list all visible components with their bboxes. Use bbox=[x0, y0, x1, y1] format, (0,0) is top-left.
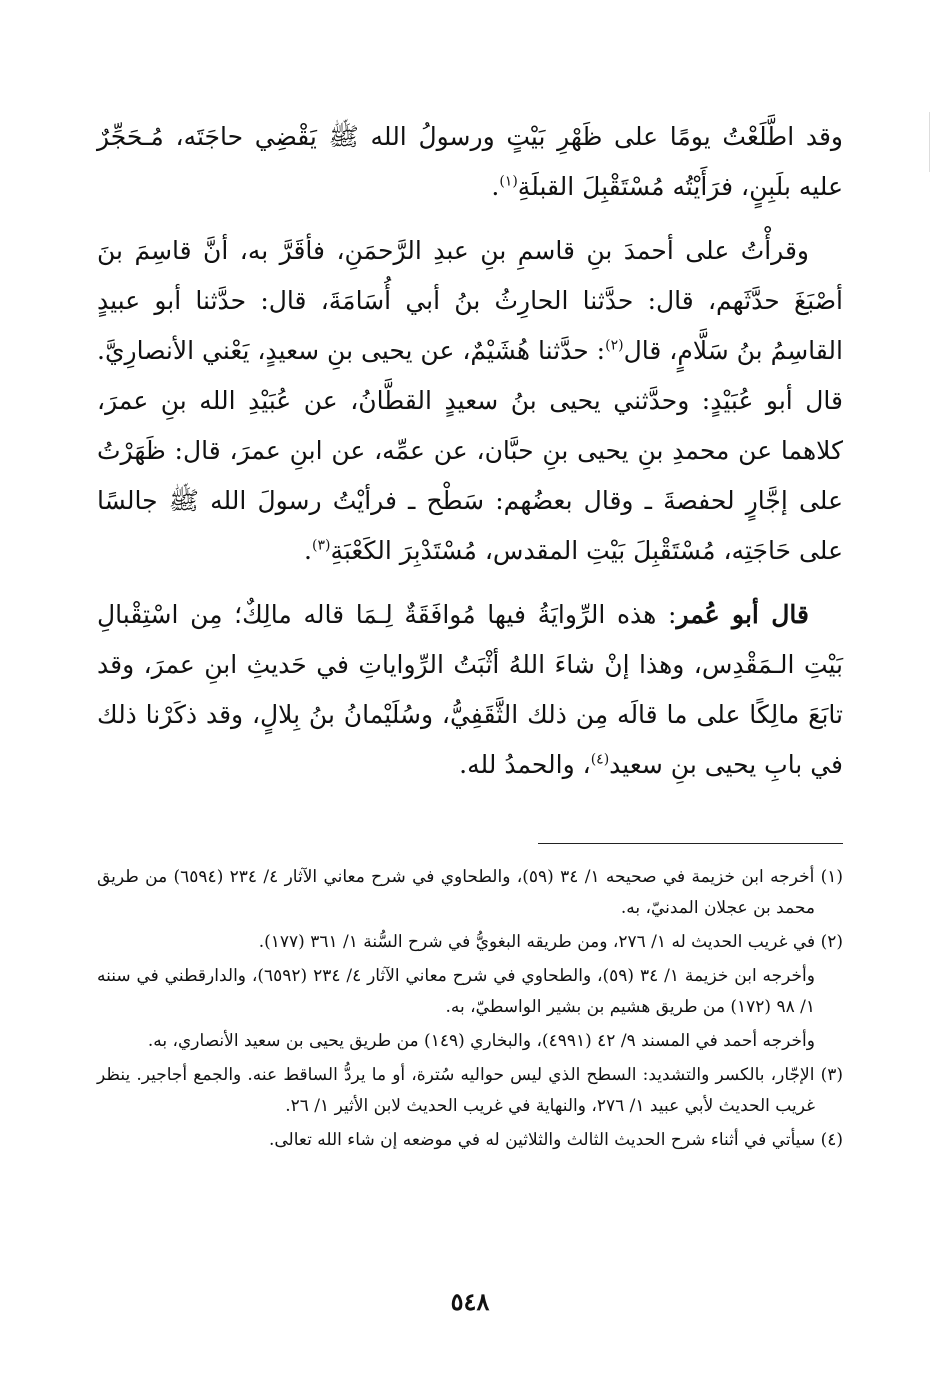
page-edge-mark bbox=[929, 112, 930, 172]
paragraph-1 bbox=[97, 112, 843, 212]
paragraph-2-text: وقرأْتُ على أحمدَ بنِ قاسمِ بنِ عبدِ الرَّحمَنِ، فأقَرَّ به، أنَّ قاسِمَ بنَ أصْبَغَ حدَّثَهم، قال: حدَّثنا الحارِثُ بنُ أبي أُسَامَةَ، قال: حدَّثنا أبو عبيدٍ القاسِمُ بنُ سَلَّامٍ، قال bbox=[97, 236, 843, 365]
paragraph-2 bbox=[97, 226, 843, 576]
footnote-2-continued-b: وأخرجه أحمد في المسند ٩/ ٤٢ (٤٩٩١)، والبخاري (١٤٩) من طريق يحيى بن سعيد الأنصاري، به. bbox=[147, 1031, 815, 1051]
paragraph-3-text: : هذه الرِّوايَةُ فيها مُوافَقَةٌ لِـمَا قاله مالِكٌ؛ مِن اسْتِقْبالِ بَيْتِ الـمَقْدِس، وهذا إنْ شاءَ اللهُ أثْبَتُ الرِّواياتِ في حَديثِ ابنِ عمرَ، وقد تابَعَ مالِكًا على ما قالَه مِن ذلك الثَّقَفِيُّ، وسُلَيْمانُ بنُ بِلالٍ، وقد ذكَرْنا ذلك في بابِ يحيى بنِ سعيد bbox=[97, 600, 843, 779]
footnote-ref-3[interactable]: (٣) bbox=[312, 537, 331, 554]
footnote-ref-1[interactable]: (١) bbox=[499, 173, 518, 190]
footnote-4: (٤) سيأتي في أثناء شرح الحديث الثالث والثلاثين له في موضعه إن شاء الله تعالى. bbox=[268, 1130, 843, 1150]
paragraph-1-end: . bbox=[491, 172, 500, 201]
main-text-body bbox=[97, 112, 843, 790]
footnote-2-continued-a: وأخرجه ابن خزيمة ١/ ٣٤ (٥٩)، والطحاوي في شرح معاني الآثار ٤/ ٢٣٤ (٦٥٩٢)، والدارقطني في سننه ١/ ٩٨ (١٧٢) من طريق هشيم بن بشير الواسطيّ، به. bbox=[97, 966, 815, 1017]
paragraph-2-end: . bbox=[304, 536, 312, 565]
footnote-separator bbox=[538, 843, 843, 844]
footnotes-section bbox=[97, 862, 843, 1159]
footnote-ref-2[interactable]: (٢) bbox=[605, 337, 624, 354]
paragraph-2-middle: : حدَّثنا هُشَيْمٌ، عن يحيى بنِ سعيدٍ، يَعْني الأنصارِيَّ. قال أبو عُبَيْدٍ: وحدَّثني يحيى بنُ سعيدٍ القطَّانُ، عن عُبَيْدِ الله بنِ عمرَ، كلاهما عن محمدِ بنِ يحيى بنِ حبَّان، عن عمِّه، عن ابنِ عمرَ، قال: ظَهَرْتُ على إجَّارٍ لحفصةَ ـ وقال بعضُهم: سَطْح ـ فرأيْتُ رسولَ الله ﷺ جالسًا على حَاجَتِه، مُسْتَقْبِلَ بَيْتِ المقدس، مُسْتَدْبِرَ الكَعْبَةِ bbox=[97, 336, 843, 565]
footnote-2: (٢) في غريب الحديث له ١/ ٢٧٦، ومن طريقه البغويُّ في شرح السُّنة ١/ ٣٦١ (١٧٧). bbox=[258, 932, 843, 952]
paragraph-3-end: ، والحمدُ لله. bbox=[459, 750, 591, 779]
paragraph-3-lead: قال أبو عُمر bbox=[676, 600, 809, 629]
page-number: ٥٤٨ bbox=[450, 1287, 490, 1316]
paragraph-3 bbox=[97, 590, 843, 790]
footnote-1: (١) أخرجه ابن خزيمة في صحيحه ١/ ٣٤ (٥٩)، والطحاوي في شرح معاني الآثار ٤/ ٢٣٤ (٦٥٩٤) من طريق محمد بن عجلان المدنيّ، به. bbox=[97, 867, 844, 918]
footnote-3: (٣) الإجّار، بالكسر والتشديد: السطح الذي ليس حواليه سُترة، أو ما يردُّ الساقط عنه. والجمع أجاجير. ينظر غريب الحديث لأبي عبيد ١/ ٢٧٦، والنهاية في غريب الحديث لابن الأثير ١/ ٢٦. bbox=[97, 1065, 843, 1116]
paragraph-1-text: وقد اطَّلَعْتُ يومًا على ظَهْرِ بَيْتٍ ورسولُ الله ﷺ يَقْضِي حاجَتَه، مُـحَجِّرٌ عليه بلَبِنٍ، فرَأَيْتُه مُسْتَقْبِلَ القبلَةِ bbox=[97, 122, 843, 201]
footnote-ref-4[interactable]: (٤) bbox=[590, 751, 610, 768]
